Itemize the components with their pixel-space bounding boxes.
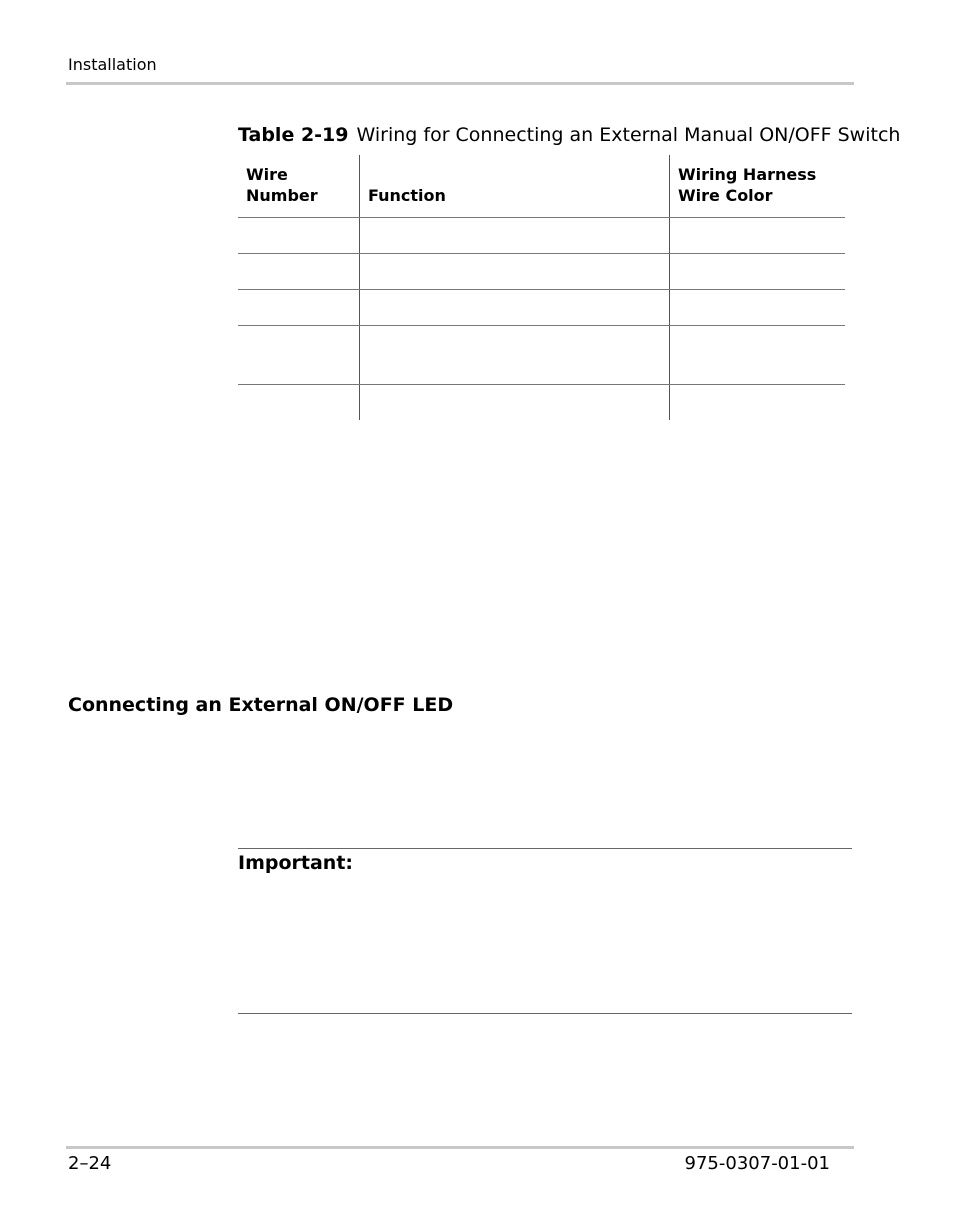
note-top-divider — [238, 848, 852, 849]
column-header-function: Function — [359, 155, 669, 217]
table-row — [238, 218, 845, 254]
footer-divider — [66, 1146, 854, 1149]
note-bottom-divider — [238, 1013, 852, 1014]
column-header-wire-color: Wiring Harness Wire Color — [669, 155, 845, 217]
table-cell — [669, 290, 845, 325]
table-cell — [238, 290, 359, 325]
table-cell — [359, 385, 669, 420]
table-header-row — [238, 155, 845, 218]
running-header: Installation — [68, 55, 157, 74]
page-number: 2–24 — [68, 1153, 112, 1174]
table-cell — [669, 218, 845, 253]
table-cell — [359, 254, 669, 289]
table-cell — [359, 218, 669, 253]
table-row — [238, 385, 845, 420]
table-cell — [238, 385, 359, 420]
table-cell — [238, 326, 359, 384]
wiring-table — [238, 155, 845, 420]
table-cell — [238, 254, 359, 289]
table-cell — [359, 326, 669, 384]
table-row — [238, 290, 845, 326]
table-caption-number: Table 2-19 — [238, 124, 349, 146]
table-cell — [669, 385, 845, 420]
column-header-wire-number: Wire Number — [246, 165, 318, 205]
table-row — [238, 326, 845, 385]
document-number: 975-0307-01-01 — [684, 1153, 830, 1174]
table-cell — [359, 290, 669, 325]
table-caption — [238, 123, 900, 147]
table-cell — [669, 326, 845, 384]
table-cell — [669, 254, 845, 289]
header-divider — [66, 82, 854, 85]
important-note-label: Important: — [238, 852, 354, 874]
table-row — [238, 254, 845, 290]
table-cell — [238, 218, 359, 253]
section-heading: Connecting an External ON/OFF LED — [68, 694, 454, 716]
table-caption-title: Wiring for Connecting an External Manual ON/OFF Switch — [356, 124, 901, 146]
